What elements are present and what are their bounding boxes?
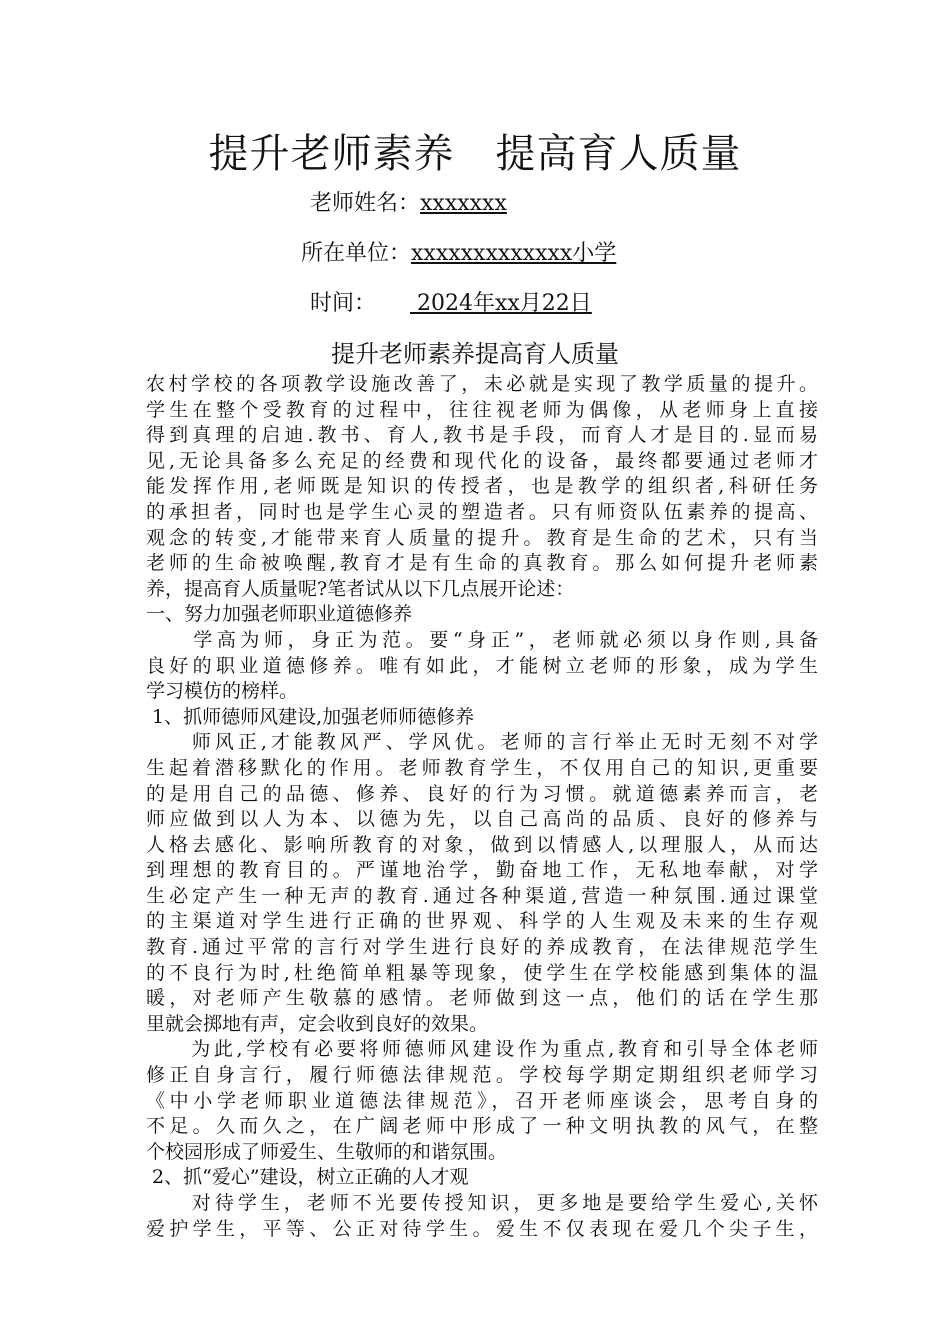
body-line: 里就会掷地有声，定会收到良好的效果。 xyxy=(146,1012,489,1035)
body-line: 的承担者，同时也是学生心灵的塑造者。只有师资队伍素养的提高、 xyxy=(146,500,818,523)
article-body xyxy=(146,372,818,1242)
unit-label: 所在单位： xyxy=(301,241,412,266)
body-line: 观念的转变,才能带来育人质量的提升。教育是生命的艺术，只有当 xyxy=(146,526,818,549)
body-line: 《中小学老师职业道德法律规范》，召开老师座谈会，思考自身的 xyxy=(146,1089,818,1112)
body-line: 见,无论具备多么充足的经费和现代化的设备，最终都要通过老师才 xyxy=(146,449,818,472)
unit-value: xxxxxxxxxxxxx小学 xyxy=(411,241,617,266)
body-line: 人格去感化、影响所教育的对象，做到以情感人,以理服人，从而达 xyxy=(146,833,818,856)
body-line: 师风正,才能教风严、学风优。老师的言行举止无时无刻不对学 xyxy=(146,731,818,754)
body-line: 爱护学生，平等、公正对待学生。爱生不仅表现在爱几个尖子生， xyxy=(146,1217,818,1240)
body-line: 为此,学校有必要将师德师风建设作为重点,教育和引导全体老师 xyxy=(146,1038,818,1061)
body-line: 学生在整个受教育的过程中，往往视老师为偶像，从老师身上直接 xyxy=(146,398,818,421)
body-line: 老师的生命被唤醒,教育才是有生命的真教育。那么如何提升老师素 xyxy=(146,552,818,575)
teacher-name-label: 老师姓名： xyxy=(310,191,421,216)
date-label: 时间： xyxy=(310,291,377,316)
subsection-heading: 2、抓“爱心”建设，树立正确的人才观 xyxy=(146,1166,469,1189)
body-line: 不足。久而久之，在广阔老师中形成了一种文明执教的风气，在整 xyxy=(146,1115,818,1138)
body-line: 暖，对老师产生敬慕的感情。老师做到这一点，他们的话在学生那 xyxy=(146,987,818,1010)
body-line: 教育.通过平常的言行对学生进行良好的养成教育，在法律规范学生 xyxy=(146,936,818,959)
teacher-name-row xyxy=(310,186,507,217)
body-line: 生必定产生一种无声的教育.通过各种渠道,营造一种氛围.通过课堂 xyxy=(146,884,818,907)
body-line: 修正自身言行，履行师德法律规范。学校每学期定期组织老师学习 xyxy=(146,1064,818,1087)
body-line: 能发挥作用,老师既是知识的传授者，也是教学的组织者,科研任务 xyxy=(146,475,818,498)
section-heading: 一、努力加强老师职业道德修养 xyxy=(146,603,413,626)
body-line: 的不良行为时,杜绝简单粗暴等现象，使学生在学校能感到集体的温 xyxy=(146,961,818,984)
subsection-heading: 1、抓师德师风建设,加强老师师德修养 xyxy=(146,705,475,728)
body-line: 养，提高育人质量呢?笔者试从以下几点展开论述： xyxy=(146,577,575,600)
unit-row xyxy=(301,236,616,267)
body-line: 的是用自己的品德、修养、良好的行为习惯。就道德素养而言，老 xyxy=(146,782,818,805)
teacher-name-value: xxxxxxx xyxy=(420,191,507,216)
date-row xyxy=(310,286,592,317)
body-line: 师应做到以人为本、以德为先，以自己高尚的品质、良好的修养与 xyxy=(146,808,818,831)
body-line: 学高为师，身正为范。要“身正”，老师就必须以身作则,具备 xyxy=(146,628,818,651)
date-value: 2024年xx月22日 xyxy=(410,291,592,316)
body-line: 到理想的教育目的。严谨地治学，勤奋地工作，无私地奉献，对学 xyxy=(146,859,818,882)
body-line: 学习模仿的榜样。 xyxy=(146,680,299,703)
body-line: 农村学校的各项教学设施改善了，未必就是实现了教学质量的提升。 xyxy=(146,373,818,395)
article-subtitle: 提升老师素养提高育人质量 xyxy=(331,340,619,368)
body-line: 对待学生，老师不光要传授知识，更多地是要给学生爱心,关怀 xyxy=(146,1192,818,1214)
body-line: 得到真理的启迪.教书、育人,教书是手段，而育人才是目的.显而易 xyxy=(146,424,818,447)
document-title: 提升老师素养 提高育人质量 xyxy=(208,131,742,177)
body-line: 生起着潜移默化的作用。老师教育学生，不仅用自己的知识,更重要 xyxy=(146,756,818,779)
body-line: 个校园形成了师爱生、生敬师的和谐氛围。 xyxy=(146,1140,508,1163)
body-line: 的主渠道对学生进行正确的世界观、科学的人生观及未来的生存观 xyxy=(146,910,818,933)
body-line: 良好的职业道德修养。唯有如此，才能树立老师的形象，成为学生 xyxy=(146,654,818,677)
